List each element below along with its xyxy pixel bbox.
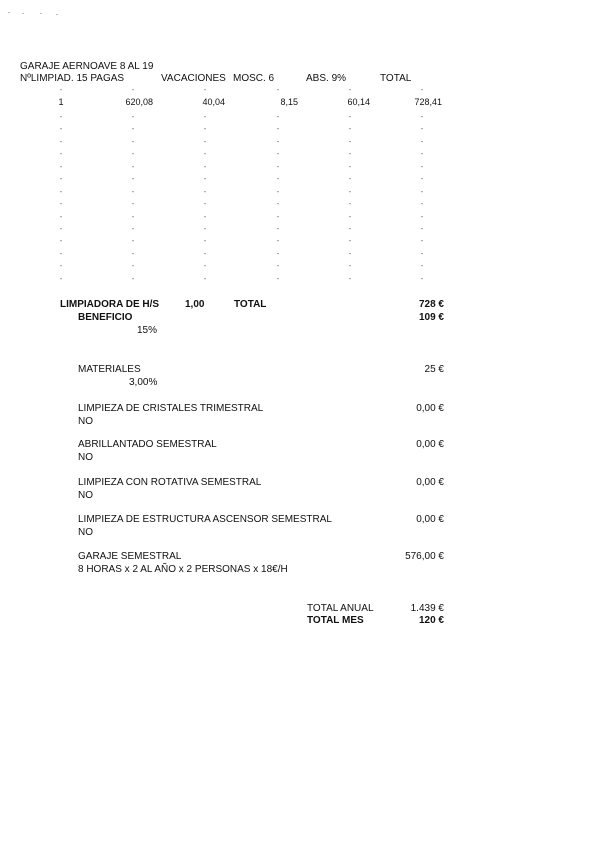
table-cell: - [59, 174, 63, 183]
document-title: GARAJE AERNOAVE 8 AL 19 [20, 61, 154, 72]
table-cell: - [276, 112, 280, 121]
table-cell: - [203, 149, 207, 158]
item-value: 0,00 € [416, 477, 444, 488]
table-cell: - [131, 274, 135, 283]
table-cell: - [203, 124, 207, 133]
table-cell: - [420, 149, 424, 158]
table-cell: - [276, 85, 280, 94]
table-cell: - [420, 212, 424, 221]
table-cell: - [348, 149, 352, 158]
table-cell: - [420, 274, 424, 283]
column-header-vacaciones: VACACIONES [161, 73, 226, 84]
table-cell: - [131, 224, 135, 233]
table-cell: - [348, 174, 352, 183]
table-cell: - [59, 249, 63, 258]
table-cell: - [276, 187, 280, 196]
total-value: 728 € [418, 299, 444, 310]
table-cell: - [59, 85, 63, 94]
table-cell: 620,08 [125, 97, 153, 107]
table-cell: - [276, 137, 280, 146]
table-cell: - [59, 236, 63, 245]
beneficio-value: 109 € [418, 312, 444, 323]
item-sub: NO [78, 527, 93, 538]
table-cell: - [203, 137, 207, 146]
table-cell: - [203, 199, 207, 208]
table-cell: - [203, 212, 207, 221]
total-mes-label: TOTAL MES [307, 615, 364, 626]
table-cell: - [59, 261, 63, 270]
table-cell: - [59, 112, 63, 121]
table-cell: - [131, 187, 135, 196]
table-cell: - [59, 124, 63, 133]
table-cell: - [348, 261, 352, 270]
item-value: 25 € [424, 364, 444, 375]
table-cell: - [59, 137, 63, 146]
table-cell: - [203, 187, 207, 196]
item-sub: NO [78, 452, 93, 463]
item-value: 0,00 € [416, 514, 444, 525]
table-cell: - [131, 261, 135, 270]
table-cell: - [420, 224, 424, 233]
table-cell: 1 [58, 97, 64, 107]
table-cell: - [420, 249, 424, 258]
table-cell: - [420, 162, 424, 171]
column-header-abs: ABS. 9% [306, 73, 347, 84]
column-header-total: TOTAL [380, 73, 412, 84]
item-label: LIMPIEZA DE CRISTALES TRIMESTRAL [78, 403, 264, 414]
table-cell: - [420, 137, 424, 146]
table-cell: 40,04 [202, 97, 225, 107]
table-cell: - [203, 162, 207, 171]
table-cell: - [348, 224, 352, 233]
table-cell: - [131, 149, 135, 158]
table-cell: - [131, 85, 135, 94]
table-cell: - [131, 124, 135, 133]
table-cell: - [203, 112, 207, 121]
beneficio-percent: 15% [137, 325, 158, 336]
table-cell: 728,41 [414, 97, 442, 107]
item-value: 0,00 € [416, 403, 444, 414]
table-cell: - [203, 236, 207, 245]
table-cell: - [276, 174, 280, 183]
table-cell: - [131, 162, 135, 171]
table-cell: - [59, 187, 63, 196]
table-cell: - [420, 85, 424, 94]
table-cell: - [59, 224, 63, 233]
item-sub: NO [78, 416, 93, 427]
beneficio-label: BENEFICIO [78, 312, 133, 323]
table-cell: - [203, 85, 207, 94]
item-label: LIMPIEZA CON ROTATIVA SEMESTRAL [78, 477, 262, 488]
item-sub: NO [78, 490, 93, 501]
table-cell: - [348, 112, 352, 121]
table-cell: - [420, 187, 424, 196]
table-cell: - [276, 249, 280, 258]
table-cell: - [420, 112, 424, 121]
item-label: MATERIALES [78, 364, 141, 375]
total-mes-value: 120 € [418, 615, 444, 626]
table-cell: - [131, 199, 135, 208]
table-cell: - [348, 199, 352, 208]
table-cell: - [276, 149, 280, 158]
table-cell: - [348, 137, 352, 146]
table-cell: - [131, 236, 135, 245]
table-cell: - [348, 212, 352, 221]
table-cell: - [59, 162, 63, 171]
table-cell: - [131, 174, 135, 183]
table-cell: - [276, 224, 280, 233]
table-cell: - [203, 261, 207, 270]
table-cell: - [276, 124, 280, 133]
table-cell: - [131, 249, 135, 258]
item-sub: 8 HORAS x 2 AL AÑO x 2 PERSONAS x 18€/H [78, 564, 288, 575]
table-cell: - [203, 249, 207, 258]
column-header-limpiad: NºLIMPIAD. 15 PAGAS [20, 73, 125, 84]
table-cell: - [276, 199, 280, 208]
table-cell: - [59, 199, 63, 208]
table-cell: - [420, 261, 424, 270]
table-cell: - [131, 212, 135, 221]
total-label: TOTAL [234, 299, 267, 310]
item-sub: 3,00% [129, 377, 158, 388]
table-cell: - [420, 174, 424, 183]
limpiadora-label: LIMPIADORA DE H/S [60, 299, 160, 310]
item-label: ABRILLANTADO SEMESTRAL [78, 439, 217, 450]
table-cell: 60,14 [347, 97, 370, 107]
table-cell: - [348, 124, 352, 133]
total-anual-label: TOTAL ANUAL [307, 603, 374, 614]
table-cell: - [59, 212, 63, 221]
table-cell: - [276, 236, 280, 245]
table-cell: - [348, 162, 352, 171]
table-cell: - [348, 274, 352, 283]
item-label: LIMPIEZA DE ESTRUCTURA ASCENSOR SEMESTRAL [78, 514, 332, 525]
table-cell: - [276, 212, 280, 221]
table-cell: - [276, 274, 280, 283]
table-cell: - [203, 224, 207, 233]
table-cell: - [420, 199, 424, 208]
table-cell: - [203, 174, 207, 183]
table-cell: - [276, 261, 280, 270]
table-cell: - [348, 236, 352, 245]
item-value: 0,00 € [416, 439, 444, 450]
item-value: 576,00 € [405, 551, 444, 562]
table-cell: - [59, 149, 63, 158]
item-label: GARAJE SEMESTRAL [78, 551, 182, 562]
table-cell: - [59, 274, 63, 283]
table-cell: - [203, 274, 207, 283]
limpiadora-value: 1,00 [185, 299, 205, 310]
total-anual-value: 1.439 € [410, 603, 444, 614]
table-cell: 8,15 [280, 97, 298, 107]
table-cell: - [420, 124, 424, 133]
table-cell: - [131, 137, 135, 146]
table-cell: - [276, 162, 280, 171]
table-cell: - [420, 236, 424, 245]
table-cell: - [348, 187, 352, 196]
table-cell: - [131, 112, 135, 121]
table-cell: - [348, 85, 352, 94]
table-cell: - [348, 249, 352, 258]
column-header-mosc: MOSC. 6 [233, 73, 275, 84]
